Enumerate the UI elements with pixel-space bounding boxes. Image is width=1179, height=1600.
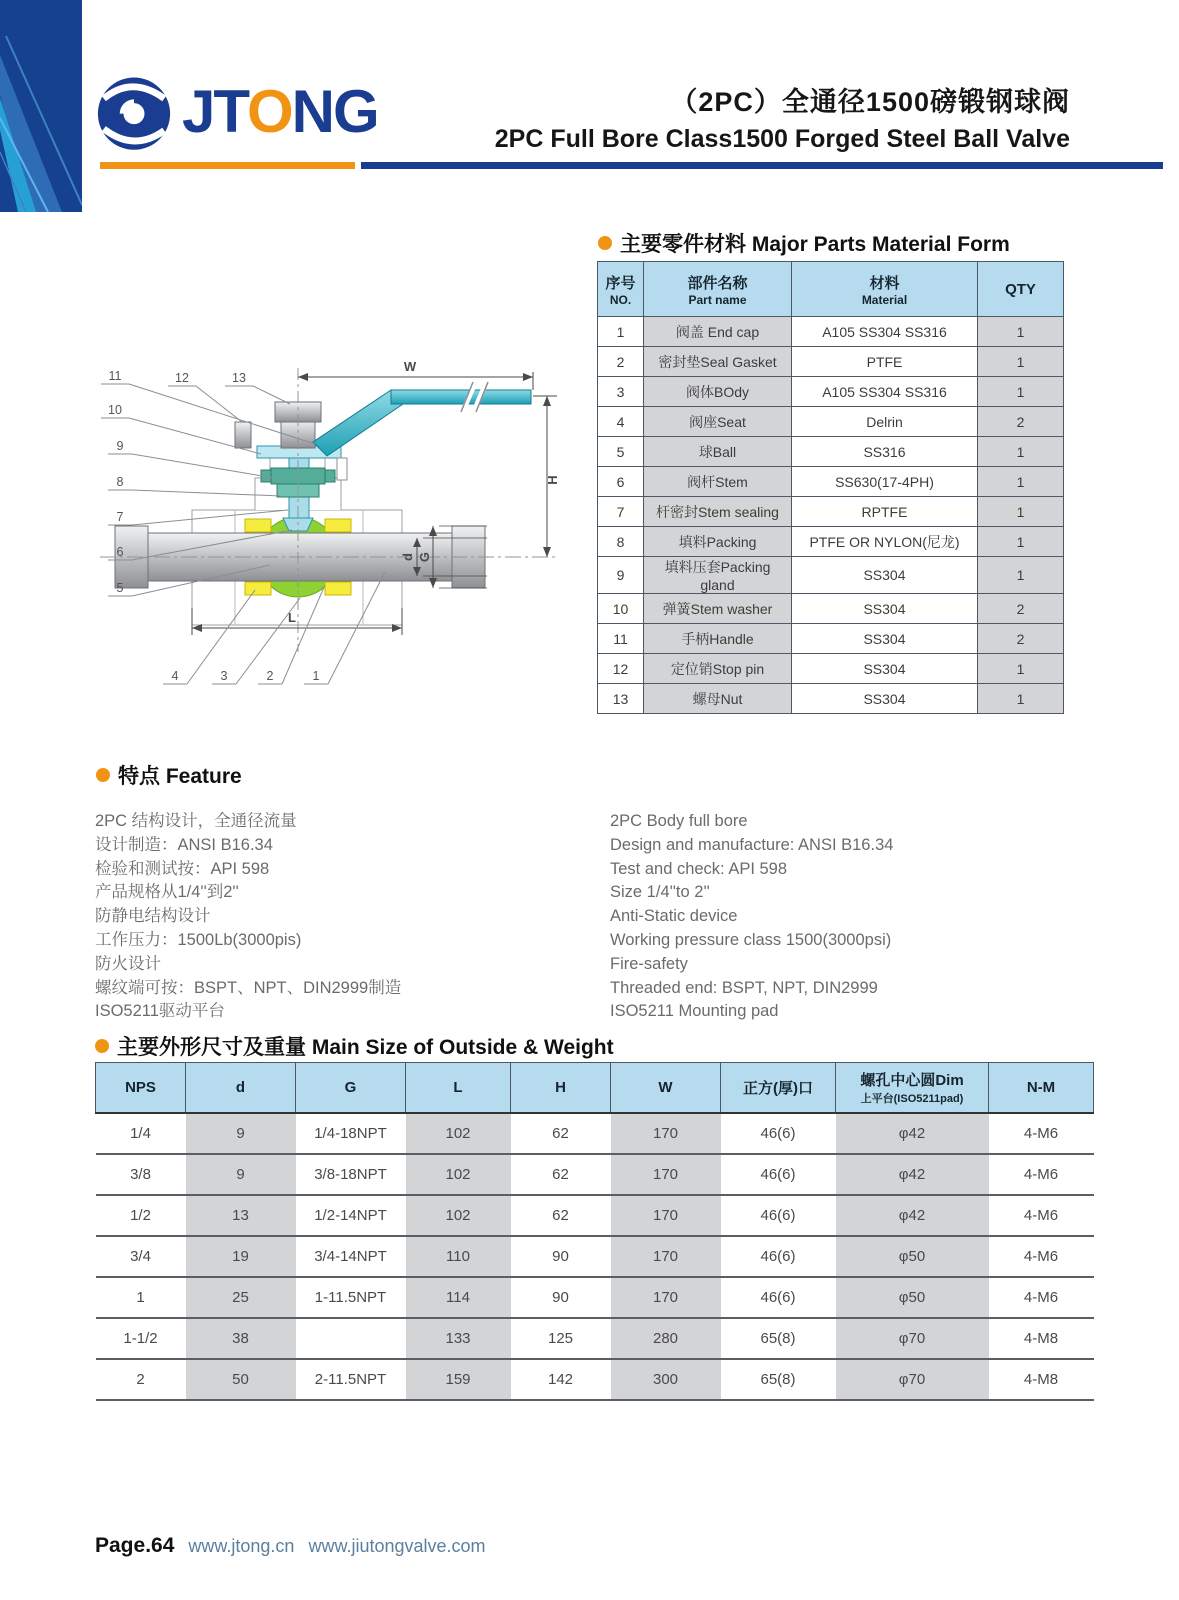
size-col-h: H (511, 1063, 611, 1114)
table-row (598, 317, 1064, 347)
table-cell: 1/4 (96, 1113, 186, 1154)
table-cell: 102 (406, 1195, 511, 1236)
size-col-nps: NPS (96, 1063, 186, 1114)
table-cell: 7 (598, 497, 644, 527)
table-cell: 4-M8 (989, 1359, 1094, 1400)
dim-label-l: L (288, 610, 296, 625)
dim-label-g: G (417, 551, 432, 563)
table-cell: 1/2 (96, 1195, 186, 1236)
feature-item: ISO5211驱动平台 (95, 1002, 225, 1021)
table-cell: PTFE OR NYLON(尼龙) (792, 527, 978, 557)
table-cell: 1 (978, 467, 1064, 497)
logo-swirl-icon (92, 67, 176, 157)
table-row (598, 407, 1064, 437)
table-cell: 1 (978, 317, 1064, 347)
feature-item: 螺纹端可按：BSPT、NPT、DIN2999制造 (95, 978, 402, 997)
dim-label-d: d (400, 553, 415, 561)
table-cell: 1 (978, 684, 1064, 714)
table-cell: 170 (611, 1236, 721, 1277)
feature-section-title: 特点 Feature (96, 760, 242, 790)
feature-list-chinese (95, 810, 401, 1024)
table-cell: 19 (186, 1236, 296, 1277)
table-cell: 4-M6 (989, 1195, 1094, 1236)
bullet-icon (598, 236, 612, 250)
table-row (96, 1154, 1094, 1195)
table-cell: 170 (611, 1154, 721, 1195)
table-cell: φ42 (836, 1195, 989, 1236)
callout-13: 13 (232, 371, 246, 385)
table-cell: 50 (186, 1359, 296, 1400)
title-english: 2PC Full Bore Class1500 Forged Steel Ball Valve (494, 125, 1070, 153)
table-cell: SS630(17-4PH) (792, 467, 978, 497)
table-row (598, 684, 1064, 714)
feature-item: 产品规格从1/4''到2'' (95, 883, 239, 902)
callout-8: 8 (116, 475, 124, 489)
callout-10: 10 (108, 403, 122, 417)
table-cell: SS316 (792, 437, 978, 467)
size-col-g: G (296, 1063, 406, 1114)
table-cell: 9 (598, 557, 644, 594)
table-cell: 62 (511, 1195, 611, 1236)
callout-12: 12 (175, 371, 189, 385)
table-row (96, 1277, 1094, 1318)
size-col-square: 正方(厚)口 (721, 1063, 836, 1114)
header-divider-orange (100, 162, 355, 169)
handle-part (313, 382, 531, 456)
callout-5: 5 (116, 581, 124, 595)
callout-3: 3 (220, 669, 228, 683)
dim-label-h: H (545, 475, 560, 485)
table-row (598, 624, 1064, 654)
table-cell: 4 (598, 407, 644, 437)
dim-label-w: W (403, 359, 417, 374)
table-cell: Delrin (792, 407, 978, 437)
table-cell: 1/4-18NPT (296, 1113, 406, 1154)
callout-2: 2 (266, 669, 274, 683)
table-cell: φ42 (836, 1154, 989, 1195)
table-cell: 1 (978, 527, 1064, 557)
website-link-jiutongvalve[interactable]: www.jiutongvalve.com (308, 1536, 486, 1556)
table-cell: 3/4-14NPT (296, 1236, 406, 1277)
callout-9: 9 (116, 439, 124, 453)
table-cell: 8 (598, 527, 644, 557)
feature-item: 防火设计 (95, 954, 161, 973)
table-cell: 46(6) (721, 1277, 836, 1318)
valve-technical-drawing (85, 350, 585, 700)
table-cell: RPTFE (792, 497, 978, 527)
feature-item: Anti-Static device (610, 907, 738, 926)
feature-item: Design and manufacture: ANSI B16.34 (610, 835, 894, 854)
feature-item: 防静电结构设计 (95, 907, 211, 926)
table-cell: φ50 (836, 1236, 989, 1277)
table-cell: SS304 (792, 654, 978, 684)
logo-wordmark: JTONG (182, 78, 378, 145)
bullet-icon (96, 768, 110, 782)
table-cell: 38 (186, 1318, 296, 1359)
table-cell: 2 (978, 594, 1064, 624)
table-cell: 9 (186, 1154, 296, 1195)
table-row (598, 437, 1064, 467)
table-cell: 280 (611, 1318, 721, 1359)
table-cell: 填料Packing (644, 527, 792, 557)
table-cell: 102 (406, 1154, 511, 1195)
table-row (96, 1236, 1094, 1277)
table-cell: 159 (406, 1359, 511, 1400)
table-cell: φ70 (836, 1359, 989, 1400)
size-section-title: 主要外形尺寸及重量 Main Size of Outside & Weight (95, 1031, 614, 1061)
table-row (96, 1195, 1094, 1236)
feature-item: Working pressure class 1500(3000psi) (610, 930, 892, 949)
main-size-table (95, 1062, 1094, 1401)
table-cell: 90 (511, 1277, 611, 1318)
page-number: Page.64 (95, 1534, 175, 1557)
table-cell: 螺母Nut (644, 684, 792, 714)
table-row (598, 557, 1064, 594)
bullet-icon (95, 1039, 109, 1053)
table-cell (296, 1318, 406, 1359)
feature-item: 检验和测试按：API 598 (95, 859, 270, 878)
table-cell: 300 (611, 1359, 721, 1400)
feature-item: Size 1/4''to 2'' (610, 883, 710, 902)
table-cell: 2-11.5NPT (296, 1359, 406, 1400)
table-cell: 4-M6 (989, 1154, 1094, 1195)
table-cell: A105 SS304 SS316 (792, 317, 978, 347)
table-row (598, 654, 1064, 684)
table-cell: 阀座Seat (644, 407, 792, 437)
stop-pin-part (235, 422, 251, 448)
table-cell: 46(6) (721, 1154, 836, 1195)
table-cell: SS304 (792, 684, 978, 714)
table-cell: 4-M6 (989, 1277, 1094, 1318)
callout-1: 1 (312, 669, 320, 683)
table-cell: 90 (511, 1236, 611, 1277)
table-cell: 13 (186, 1195, 296, 1236)
size-col-w: W (611, 1063, 721, 1114)
table-row (598, 377, 1064, 407)
parts-col-partname: 部件名称 Part name (644, 262, 792, 317)
table-cell: 46(6) (721, 1113, 836, 1154)
table-cell: SS304 (792, 624, 978, 654)
feature-item: ISO5211 Mounting pad (610, 1002, 779, 1021)
table-row (598, 467, 1064, 497)
callout-7: 7 (116, 510, 124, 524)
table-cell: 1-1/2 (96, 1318, 186, 1359)
size-col-d: d (186, 1063, 296, 1114)
header-divider-blue (361, 162, 1163, 169)
callout-4: 4 (171, 669, 179, 683)
table-cell: 1 (978, 377, 1064, 407)
table-cell: 142 (511, 1359, 611, 1400)
table-cell: 杆密封Stem sealing (644, 497, 792, 527)
table-cell: 1 (978, 437, 1064, 467)
table-cell: φ70 (836, 1318, 989, 1359)
table-cell: 1 (978, 654, 1064, 684)
table-cell: φ42 (836, 1113, 989, 1154)
table-cell: SS304 (792, 557, 978, 594)
callout-6: 6 (116, 545, 124, 559)
table-cell: 1 (96, 1277, 186, 1318)
feature-item: 工作压力：1500Lb(3000pis) (95, 930, 302, 949)
company-logo (92, 64, 378, 160)
table-cell: 170 (611, 1195, 721, 1236)
table-cell: 球Ball (644, 437, 792, 467)
table-row (598, 594, 1064, 624)
table-cell: 1 (598, 317, 644, 347)
table-row (598, 497, 1064, 527)
table-cell: 125 (511, 1318, 611, 1359)
parts-table-header-row (598, 262, 1064, 317)
title-chinese: （2PC）全通径1500磅锻钢球阀 (670, 87, 1070, 117)
table-cell: 102 (406, 1113, 511, 1154)
table-cell: 11 (598, 624, 644, 654)
table-cell: 65(8) (721, 1359, 836, 1400)
table-row (598, 347, 1064, 377)
website-link-jtong[interactable]: www.jtong.cn (188, 1536, 295, 1556)
table-cell: 10 (598, 594, 644, 624)
table-cell: 阀体BOdy (644, 377, 792, 407)
table-cell: φ50 (836, 1277, 989, 1318)
size-table-header-row (96, 1063, 1094, 1114)
table-cell: 5 (598, 437, 644, 467)
size-col-nm: N-M (989, 1063, 1094, 1114)
table-cell: 1 (978, 557, 1064, 594)
table-cell: 6 (598, 467, 644, 497)
table-cell: 9 (186, 1113, 296, 1154)
page-footer (95, 1534, 486, 1558)
table-cell: 阀盖 End cap (644, 317, 792, 347)
table-cell: 填料压套Packing gland (644, 557, 792, 594)
feature-item: 2PC Body full bore (610, 812, 748, 830)
parts-col-material: 材料 Material (792, 262, 978, 317)
table-cell: 1 (978, 497, 1064, 527)
table-cell: 2 (96, 1359, 186, 1400)
table-cell: 3/8 (96, 1154, 186, 1195)
feature-item: 设计制造：ANSI B16.34 (95, 835, 273, 854)
table-row (96, 1318, 1094, 1359)
table-cell: 定位销Stop pin (644, 654, 792, 684)
table-cell: 3/4 (96, 1236, 186, 1277)
table-row (598, 527, 1064, 557)
table-cell: 2 (978, 624, 1064, 654)
table-cell: 133 (406, 1318, 511, 1359)
table-cell: 2 (598, 347, 644, 377)
table-row (96, 1359, 1094, 1400)
table-cell: 13 (598, 684, 644, 714)
table-cell: 2 (978, 407, 1064, 437)
table-cell: 弹簧Stem washer (644, 594, 792, 624)
table-cell: 62 (511, 1113, 611, 1154)
table-cell: 1-11.5NPT (296, 1277, 406, 1318)
parts-section-title: 主要零件材料 Major Parts Material Form (598, 228, 1010, 258)
table-cell: 密封垫Seal Gasket (644, 347, 792, 377)
feature-item: 2PC 结构设计，全通径流量 (95, 812, 297, 830)
corner-decoration-graphic (0, 0, 82, 212)
table-cell: 110 (406, 1236, 511, 1277)
size-col-boltcircle: 螺孔中心圆Dim 上平台(ISO5211pad) (836, 1063, 989, 1114)
table-cell: 手柄Handle (644, 624, 792, 654)
feature-item: Test and check: API 598 (610, 859, 788, 878)
table-cell: 62 (511, 1154, 611, 1195)
table-cell: 阀杆Stem (644, 467, 792, 497)
table-row (96, 1113, 1094, 1154)
table-cell: SS304 (792, 594, 978, 624)
parts-col-qty: QTY (978, 262, 1064, 317)
table-cell: 4-M8 (989, 1318, 1094, 1359)
table-cell: A105 SS304 SS316 (792, 377, 978, 407)
table-cell: 3 (598, 377, 644, 407)
parts-col-no: 序号 NO. (598, 262, 644, 317)
table-cell: 46(6) (721, 1195, 836, 1236)
table-cell: 46(6) (721, 1236, 836, 1277)
table-cell: 4-M6 (989, 1236, 1094, 1277)
table-cell: 1 (978, 347, 1064, 377)
table-cell: 65(8) (721, 1318, 836, 1359)
table-cell: 3/8-18NPT (296, 1154, 406, 1195)
table-cell: 4-M6 (989, 1113, 1094, 1154)
size-col-l: L (406, 1063, 511, 1114)
table-cell: 170 (611, 1277, 721, 1318)
feature-item: Threaded end: BSPT, NPT, DIN2999 (610, 978, 878, 997)
table-cell: 25 (186, 1277, 296, 1318)
table-cell: 114 (406, 1277, 511, 1318)
table-cell: 1/2-14NPT (296, 1195, 406, 1236)
table-cell: 12 (598, 654, 644, 684)
feature-list-english (610, 810, 893, 1024)
page-title (495, 80, 1070, 154)
table-cell: 170 (611, 1113, 721, 1154)
parts-material-table (597, 261, 1064, 714)
callout-11: 11 (108, 369, 122, 383)
feature-item: Fire-safety (610, 954, 688, 973)
table-cell: PTFE (792, 347, 978, 377)
